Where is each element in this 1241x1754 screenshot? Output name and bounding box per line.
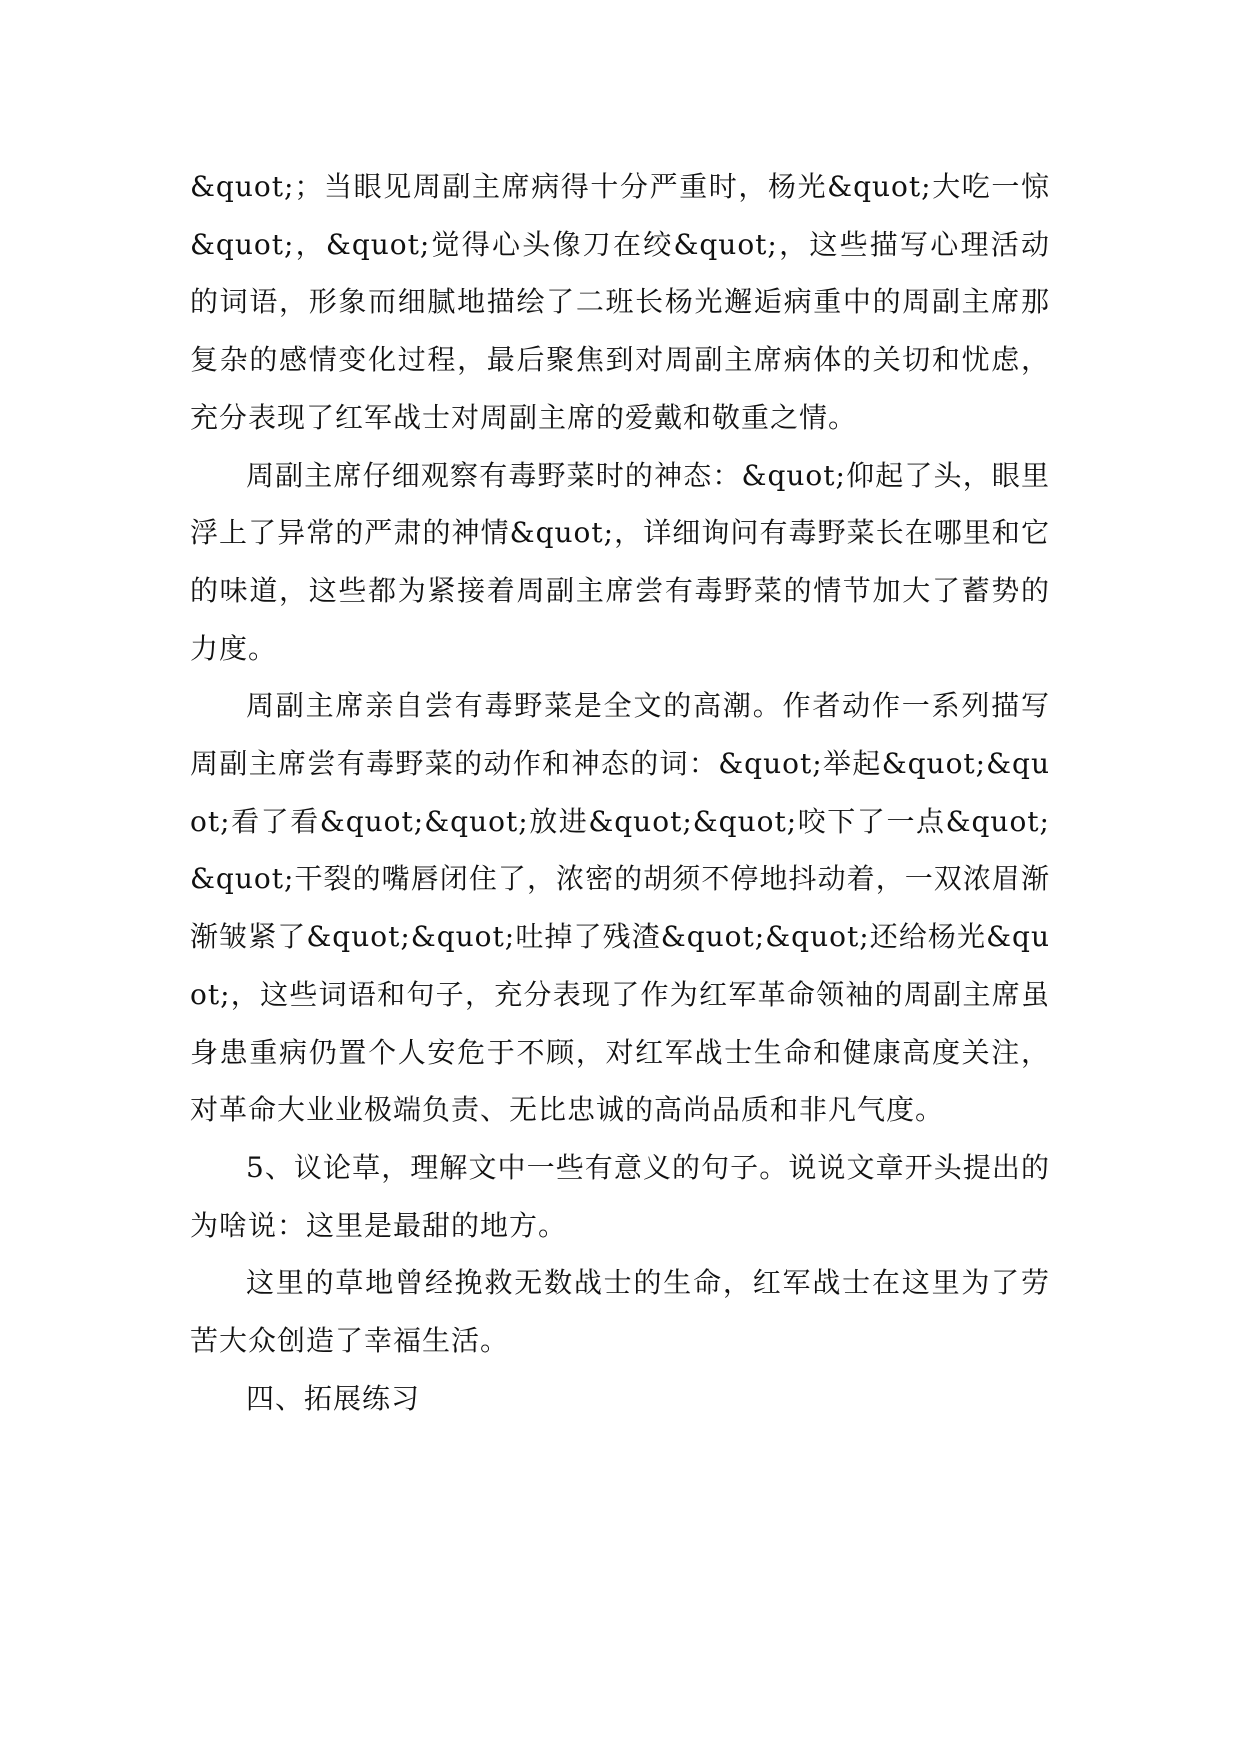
section-heading-extension: 四、拓展练习: [246, 1381, 421, 1415]
paragraph-climax: 周副主席亲自尝有毒野菜是全文的高潮。作者动作一系列描写周副主席尝有毒野菜的动作和神态的词：&quot;举起&quot;&quot;看了看&quot;&quot;放进&quot;&quot;咬下了一点&quot;&quot;干裂的嘴唇闭住了，浓密的胡须不停地抖动着，一双浓眉渐渐皱紧了&quot;&quot;吐掉了残渣&quot;&quot;还给杨光&quot;，这些词语和句子，充分表现了作为红军革命领袖的周副主席虽身患重病仍置个人安危于不顾，对红军战士生命和健康高度关注，对革命大业业极端负责、无比忠诚的高尚品质和非凡气度。: [190, 689, 1050, 1127]
paragraph-question-5: 5、议论草，理解文中一些有意义的句子。说说文章开头提出的为啥说：这里是最甜的地方。: [190, 1150, 1050, 1242]
paragraph-continuation: &quot;；当眼见周副主席病得十分严重时，杨光&quot;大吃一惊&quot;，&quot;觉得心头像刀在绞&quot;，这些描写心理活动的词语，形象而细腻地描绘了二班长杨光邂逅病重中的周副主席那复杂的感情变化过程，最后聚焦到对周副主席病体的关切和忧虑，充分表现了红军战士对周副主席的爱戴和敬重之情。: [190, 170, 1050, 434]
document-body: [190, 158, 1050, 1427]
paragraph-observation: 周副主席仔细观察有毒野菜时的神态：&quot;仰起了头，眼里浮上了异常的严肃的神情&quot;，详细询问有毒野菜长在哪里和它的味道，这些都为紧接着周副主席尝有毒野菜的情节加大了蓄势的力度。: [190, 458, 1050, 665]
paragraph-answer-5: 这里的草地曾经挽救无数战士的生命，红军战士在这里为了劳苦大众创造了幸福生活。: [190, 1266, 1050, 1358]
